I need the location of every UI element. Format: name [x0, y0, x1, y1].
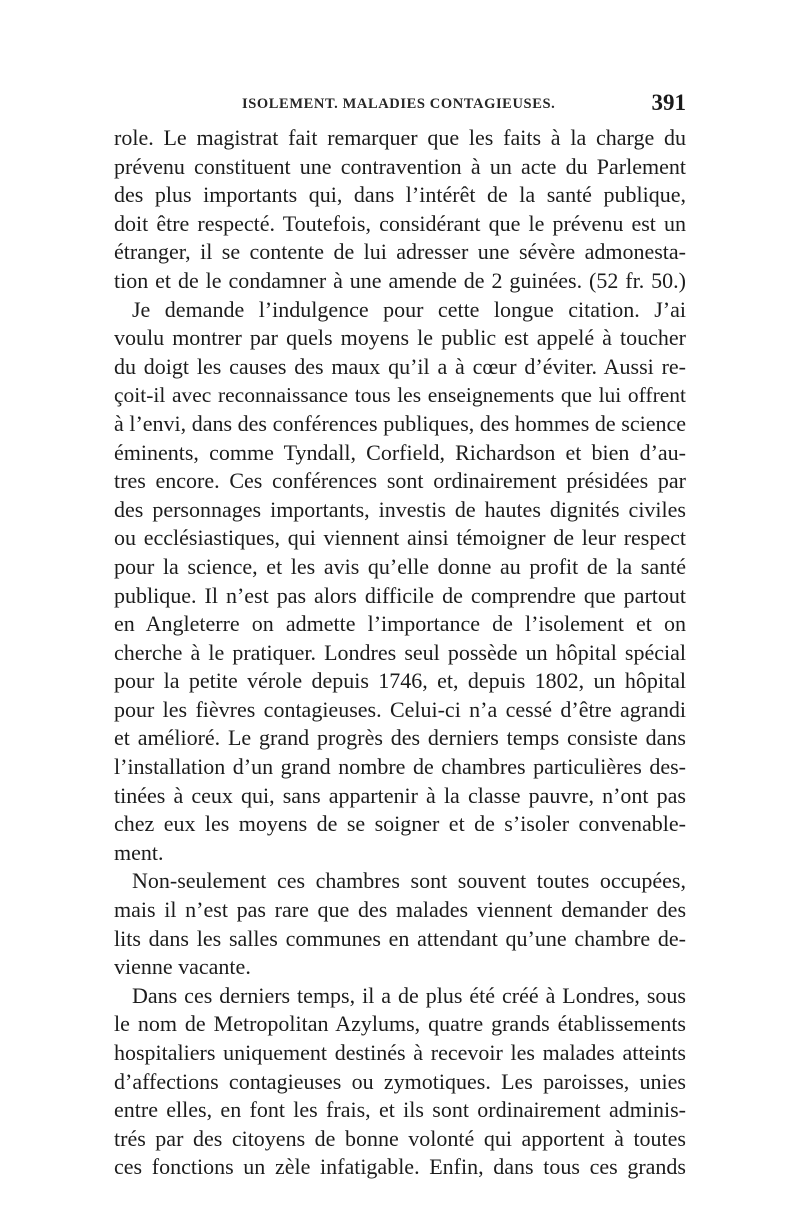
text-line: pour la petite vérole depuis 1746, et, depuis 1802, un hôpital — [114, 668, 686, 694]
paragraph-first-line: Dans ces derniers temps, il a de plus été créé à Londres, sous — [132, 982, 686, 1008]
text-line: cherche à le pratiquer. Londres seul possède un hôpital spécial — [114, 639, 686, 665]
chapter-title: ISOLEMENT. MALADIES CONTAGIEUSES. — [242, 96, 556, 112]
text-line: trés par des citoyens de bonne volonté qui apportent à toutes — [114, 1125, 686, 1151]
text-line: pour les fièvres contagieuses. Celui-ci n’a cessé d’être agrandi — [114, 696, 686, 722]
text-line: mais il n’est pas rare que des malades viennent demander des — [114, 897, 686, 923]
text-line: hospitaliers uniquement destinés à recevoir les malades atteints — [114, 1040, 686, 1065]
text-line: entre elles, en font les frais, et ils sont ordinairement adminis- — [114, 1097, 686, 1123]
running-header — [114, 92, 686, 118]
text-line: du doigt les causes des maux qu’il a à cœur d’éviter. Aussi re- — [114, 353, 686, 379]
text-line: tres encore. Ces conférences sont ordinairement présidées par — [114, 468, 686, 494]
text-line: des plus importants qui, dans l’intérêt de la santé publique, — [114, 182, 686, 208]
text-line: role. Le magistrat fait remarquer que les faits à la charge du — [114, 125, 686, 150]
paragraph-last-line: ment. — [114, 839, 164, 865]
text-line: doit être respecté. Toutefois, considérant que le prévenu est un — [114, 210, 686, 236]
text-line: d’affections contagieuses ou zymotiques. Les paroisses, unies — [114, 1068, 686, 1094]
paragraph-first-line: Je demande l’indulgence pour cette longue citation. J’ai — [132, 296, 686, 322]
text-line: en Angleterre on admette l’importance de l’isolement et on — [114, 611, 686, 637]
body-text — [114, 124, 686, 1182]
text-line: çoit-il avec reconnaissance tous les enseignements que lui offrent — [114, 383, 686, 408]
text-line: étranger, il se contente de lui adresser une sévère admonesta- — [114, 239, 686, 265]
page-number: 391 — [651, 90, 686, 115]
paragraph-last-line: vienne vacante. — [114, 954, 251, 980]
text-line: chez eux les moyens de se soigner et de s’isoler convenable- — [114, 811, 686, 837]
text-line: à l’envi, dans des conférences publiques, des hommes de science — [114, 410, 686, 436]
text-line: ou ecclésiastiques, qui viennent ainsi témoigner de leur respect — [114, 525, 686, 551]
text-line: lits dans les salles communes en attendant qu’une chambre de- — [114, 925, 686, 951]
text-line: l’installation d’un grand nombre de chambres particulières des- — [114, 754, 686, 780]
text-line: et amélioré. Le grand progrès des derniers temps consiste dans — [114, 725, 686, 751]
text-line: publique. Il n’est pas alors difficile de comprendre que partout — [114, 582, 686, 608]
text-line: éminents, comme Tyndall, Corfield, Richardson et bien d’au- — [114, 439, 686, 465]
paragraph-first-line: Non-seulement ces chambres sont souvent toutes occupées, — [132, 868, 686, 894]
text-line: voulu montrer par quels moyens le public est appelé à toucher — [114, 325, 686, 351]
text-line: pour la science, et les avis qu’elle donne au profit de la santé — [114, 553, 686, 579]
text-line: ces fonctions un zèle infatigable. Enfin, dans tous ces grands — [114, 1154, 686, 1180]
text-line: tion et de le condamner à une amende de 2 guinées. (52 fr. 50.) — [114, 267, 686, 293]
text-line: prévenu constituent une contravention à un acte du Parlement — [114, 153, 686, 179]
text-line: tinées à ceux qui, sans appartenir à la classe pauvre, n’ont pas — [114, 782, 686, 808]
text-line: des personnages importants, investis de hautes dignités civiles — [114, 496, 686, 522]
text-line: le nom de Metropolitan Azylums, quatre grands établissements — [114, 1011, 686, 1037]
